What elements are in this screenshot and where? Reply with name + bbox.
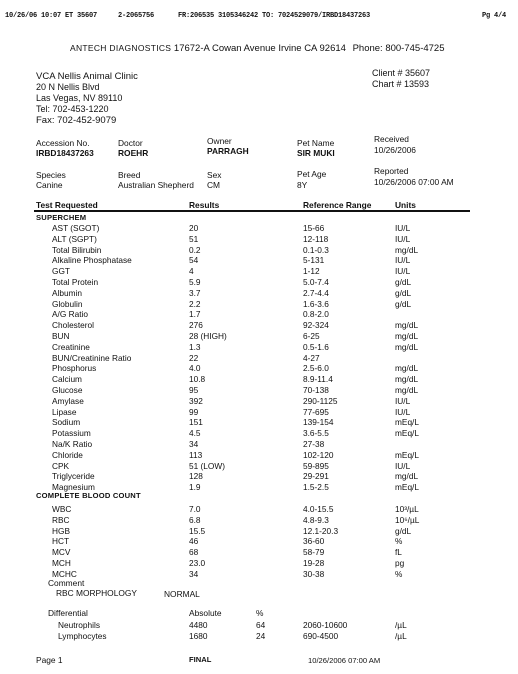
reference-range: 30-38	[303, 568, 325, 579]
test-result: 113	[189, 449, 203, 460]
test-name: Globulin	[52, 298, 83, 309]
label-doctor: Doctor	[118, 138, 143, 148]
test-result: 392	[189, 395, 203, 406]
reference-range: 59-895	[303, 460, 329, 471]
reference-range: 15-66	[303, 223, 325, 233]
test-name: AST (SGOT)	[52, 223, 100, 233]
col-header-reference: Reference Range	[303, 200, 372, 210]
test-unit: mg/dL	[395, 363, 419, 374]
test-result: 34	[189, 568, 199, 579]
reference-range: 70-138	[303, 385, 329, 395]
test-result: 7.0	[189, 504, 201, 514]
reference-range: 0.8-2.0	[303, 309, 329, 320]
lab-name: ANTECH DIAGNOSTICS	[70, 43, 172, 53]
reference-range: 5.0-7.4	[303, 277, 329, 287]
test-unit: IU/L	[395, 266, 411, 277]
test-result: 46	[189, 536, 199, 547]
test-name: Magnesium	[52, 482, 95, 493]
reference-range: 5-131	[303, 255, 325, 266]
differential-absolute: 1680	[189, 631, 208, 641]
sex-value: CM	[207, 180, 221, 190]
test-name: Amylase	[52, 395, 84, 406]
test-result: 28 (HIGH)	[189, 331, 227, 341]
differential-absolute-label: Absolute	[189, 608, 222, 618]
test-unit: fL	[395, 547, 402, 558]
fax-id: 2-2065756	[118, 12, 155, 20]
footer-page: Page 1	[36, 655, 63, 665]
test-name: Calcium	[52, 374, 82, 385]
fax-route: FR:206535 3105346242 TO: 7024529079/IRBD18437263	[178, 12, 371, 20]
test-result: 1.3	[189, 341, 201, 352]
test-unit: IU/L	[395, 233, 411, 244]
test-name: Potassium	[52, 428, 91, 439]
fax-timestamp: 10/26/06 10:07 ET 35607	[5, 12, 98, 20]
reported-value: 10/26/2006 07:00 AM	[374, 177, 454, 187]
reference-range: 1.5-2.5	[303, 482, 329, 493]
differential-pct: 24	[256, 631, 266, 641]
section-title-cbc: COMPLETE BLOOD COUNT	[36, 491, 141, 500]
received-value: 10/26/2006	[374, 145, 416, 155]
test-result: 68	[189, 547, 199, 558]
reference-range: 290-1125	[303, 395, 338, 406]
test-name: Alkaline Phosphatase	[52, 255, 132, 266]
test-unit: mEq/L	[395, 428, 419, 439]
differential-name: Neutrophils	[58, 620, 100, 630]
test-result: 128	[189, 471, 203, 482]
label-owner: Owner	[207, 136, 232, 146]
test-unit: g/dL	[395, 525, 412, 536]
test-name: GGT	[52, 266, 70, 277]
reference-range: 6-25	[303, 331, 320, 341]
label-species: Species	[36, 170, 66, 180]
clinic-city: Las Vegas, NV 89110	[36, 93, 123, 103]
test-unit: mg/dL	[395, 331, 419, 341]
clinic-tel: Tel: 702-453-1220	[36, 104, 109, 114]
test-result: 4	[189, 266, 194, 277]
test-unit: mg/dL	[395, 374, 419, 385]
reference-range: 1-12	[303, 266, 320, 277]
footer-status: FINAL	[189, 655, 212, 664]
label-sex: Sex	[207, 170, 222, 180]
test-name: ALT (SGPT)	[52, 233, 97, 244]
test-result: 4.5	[189, 428, 201, 439]
breed-value: Australian Shepherd	[118, 180, 194, 190]
test-result: 276	[189, 320, 203, 331]
fax-page: Pg 4/4	[482, 12, 507, 20]
reference-range: 4-27	[303, 352, 320, 363]
test-result: 2.2	[189, 298, 201, 309]
test-name: RBC	[52, 514, 70, 525]
test-name: Lipase	[52, 406, 77, 417]
clinic-fax: Fax: 702-452-9079	[36, 115, 117, 126]
test-unit: mEq/L	[395, 417, 419, 428]
test-unit: g/dL	[395, 298, 412, 309]
test-unit: %	[395, 536, 403, 547]
accession-value: IRBD18437263	[36, 148, 94, 158]
test-name: Albumin	[52, 287, 82, 298]
reference-range: 139-154	[303, 417, 334, 428]
test-result: 4.0	[189, 363, 201, 374]
test-unit: /µL	[395, 620, 407, 630]
pet-name-value: SIR MUKI	[297, 148, 335, 158]
label-breed: Breed	[118, 170, 141, 180]
test-unit: mEq/L	[395, 449, 419, 460]
reference-range: 36-60	[303, 536, 325, 547]
test-result: 51	[189, 233, 199, 244]
test-result: 23.0	[189, 558, 206, 568]
reference-range: 2060-10600	[303, 620, 348, 630]
test-unit: pg	[395, 558, 405, 568]
test-name: Sodium	[52, 417, 81, 428]
test-name: Glucose	[52, 385, 83, 395]
test-unit: IU/L	[395, 255, 411, 266]
lab-header	[70, 43, 445, 54]
test-result: 99	[189, 406, 199, 417]
reference-range: 12.1-20.3	[303, 525, 339, 536]
label-pet-age: Pet Age	[297, 169, 327, 179]
test-unit: mg/dL	[395, 341, 419, 352]
test-name: MCH	[52, 558, 71, 568]
test-result: 6.8	[189, 514, 201, 525]
test-unit: IU/L	[395, 406, 411, 417]
clinic-name: VCA Nellis Animal Clinic	[36, 71, 138, 82]
test-name: Chloride	[52, 449, 83, 460]
reference-range: 102-120	[303, 449, 334, 460]
chart-number: Chart # 13593	[372, 79, 430, 89]
rbc-morphology-value: NORMAL	[164, 589, 200, 599]
test-name: Creatinine	[52, 341, 90, 352]
lab-address: 17672-A Cowan Avenue Irvine CA 92614	[173, 43, 346, 54]
col-header-test: Test Requested	[36, 200, 98, 210]
test-unit: IU/L	[395, 460, 411, 471]
differential-pct-label: %	[256, 608, 264, 618]
differential-absolute: 4480	[189, 620, 208, 630]
test-name: HGB	[52, 525, 70, 536]
test-result: 34	[189, 439, 199, 449]
test-unit: 10³/µL	[395, 504, 419, 514]
reference-range: 92-324	[303, 320, 329, 331]
reference-range: 19-28	[303, 558, 325, 568]
test-result: 5.9	[189, 277, 201, 287]
test-name: HCT	[52, 536, 70, 547]
test-unit: mg/dL	[395, 471, 419, 482]
section-title-superchem: SUPERCHEM	[36, 213, 87, 222]
comment-label: Comment	[48, 578, 85, 588]
test-name: Cholesterol	[52, 320, 94, 331]
test-name: A/G Ratio	[52, 309, 88, 320]
reference-range: 58-79	[303, 547, 325, 558]
species-value: Canine	[36, 180, 63, 190]
header-rule	[34, 210, 470, 212]
rbc-morphology-label: RBC MORPHOLOGY	[56, 588, 137, 598]
label-accession: Accession No.	[36, 138, 90, 148]
test-name: BUN/Creatinine Ratio	[52, 352, 132, 363]
reference-range: 29-291	[303, 471, 329, 482]
test-result: 0.2	[189, 244, 201, 255]
test-result: 10.8	[189, 374, 206, 385]
test-result: 151	[189, 417, 203, 428]
test-result: 1.9	[189, 482, 201, 493]
owner-value: PARRAGH	[207, 146, 249, 156]
test-unit: mEq/L	[395, 482, 419, 493]
label-pet-name: Pet Name	[297, 138, 335, 148]
test-name: Triglyceride	[52, 471, 95, 482]
reference-range: 3.6-5.5	[303, 428, 329, 439]
reference-range: 8.9-11.4	[303, 374, 333, 385]
reference-range: 690-4500	[303, 631, 339, 641]
test-name: CPK	[52, 460, 70, 471]
reference-range: 0.5-1.6	[303, 341, 329, 352]
test-result: 22	[189, 352, 199, 363]
test-result: 15.5	[189, 525, 206, 536]
differential-name: Lymphocytes	[58, 631, 107, 641]
test-result: 51 (LOW)	[189, 460, 225, 471]
test-result: 20	[189, 223, 199, 233]
test-name: BUN	[52, 331, 70, 341]
test-result: 54	[189, 255, 199, 266]
client-number: Client # 35607	[372, 68, 431, 78]
reference-range: 2.5-6.0	[303, 363, 329, 374]
reference-range: 0.1-0.3	[303, 244, 329, 255]
label-received: Received	[374, 134, 409, 144]
test-unit: mg/dL	[395, 244, 419, 255]
test-name: Phosphorus	[52, 363, 97, 374]
test-name: Total Protein	[52, 277, 99, 287]
reference-range: 4.0-15.5	[303, 504, 334, 514]
pet-age-value: 8Y	[297, 180, 308, 190]
test-result: 3.7	[189, 287, 201, 298]
clinic-street: 20 N Nellis Blvd	[36, 82, 100, 92]
test-name: MCV	[52, 547, 71, 558]
test-name: Total Bilirubin	[52, 244, 102, 255]
reference-range: 77-695	[303, 406, 329, 417]
test-unit: g/dL	[395, 277, 412, 287]
differential-pct: 64	[256, 620, 266, 630]
test-name: Na/K Ratio	[52, 439, 93, 449]
test-unit: IU/L	[395, 223, 411, 233]
reference-range: 1.6-3.6	[303, 298, 329, 309]
test-unit: IU/L	[395, 395, 411, 406]
test-unit: mg/dL	[395, 320, 419, 331]
col-header-results: Results	[189, 200, 220, 210]
test-name: WBC	[52, 504, 72, 514]
lab-phone: Phone: 800-745-4725	[352, 43, 445, 54]
label-reported: Reported	[374, 166, 409, 176]
footer-datetime: 10/26/2006 07:00 AM	[308, 656, 381, 665]
test-unit: g/dL	[395, 287, 412, 298]
differential-title: Differential	[48, 608, 88, 618]
col-header-units: Units	[395, 200, 416, 210]
doctor-value: ROEHR	[118, 148, 149, 158]
reference-range: 4.8-9.3	[303, 514, 329, 525]
reference-range: 12-118	[303, 233, 329, 244]
reference-range: 27-38	[303, 439, 325, 449]
test-unit: /µL	[395, 631, 407, 641]
test-unit: mg/dL	[395, 385, 419, 395]
test-result: 95	[189, 385, 199, 395]
test-unit: 10⁶/µL	[395, 514, 420, 525]
test-unit: %	[395, 568, 403, 579]
test-name: MCHC	[52, 568, 77, 579]
test-result: 1.7	[189, 309, 201, 320]
reference-range: 2.7-4.4	[303, 287, 329, 298]
